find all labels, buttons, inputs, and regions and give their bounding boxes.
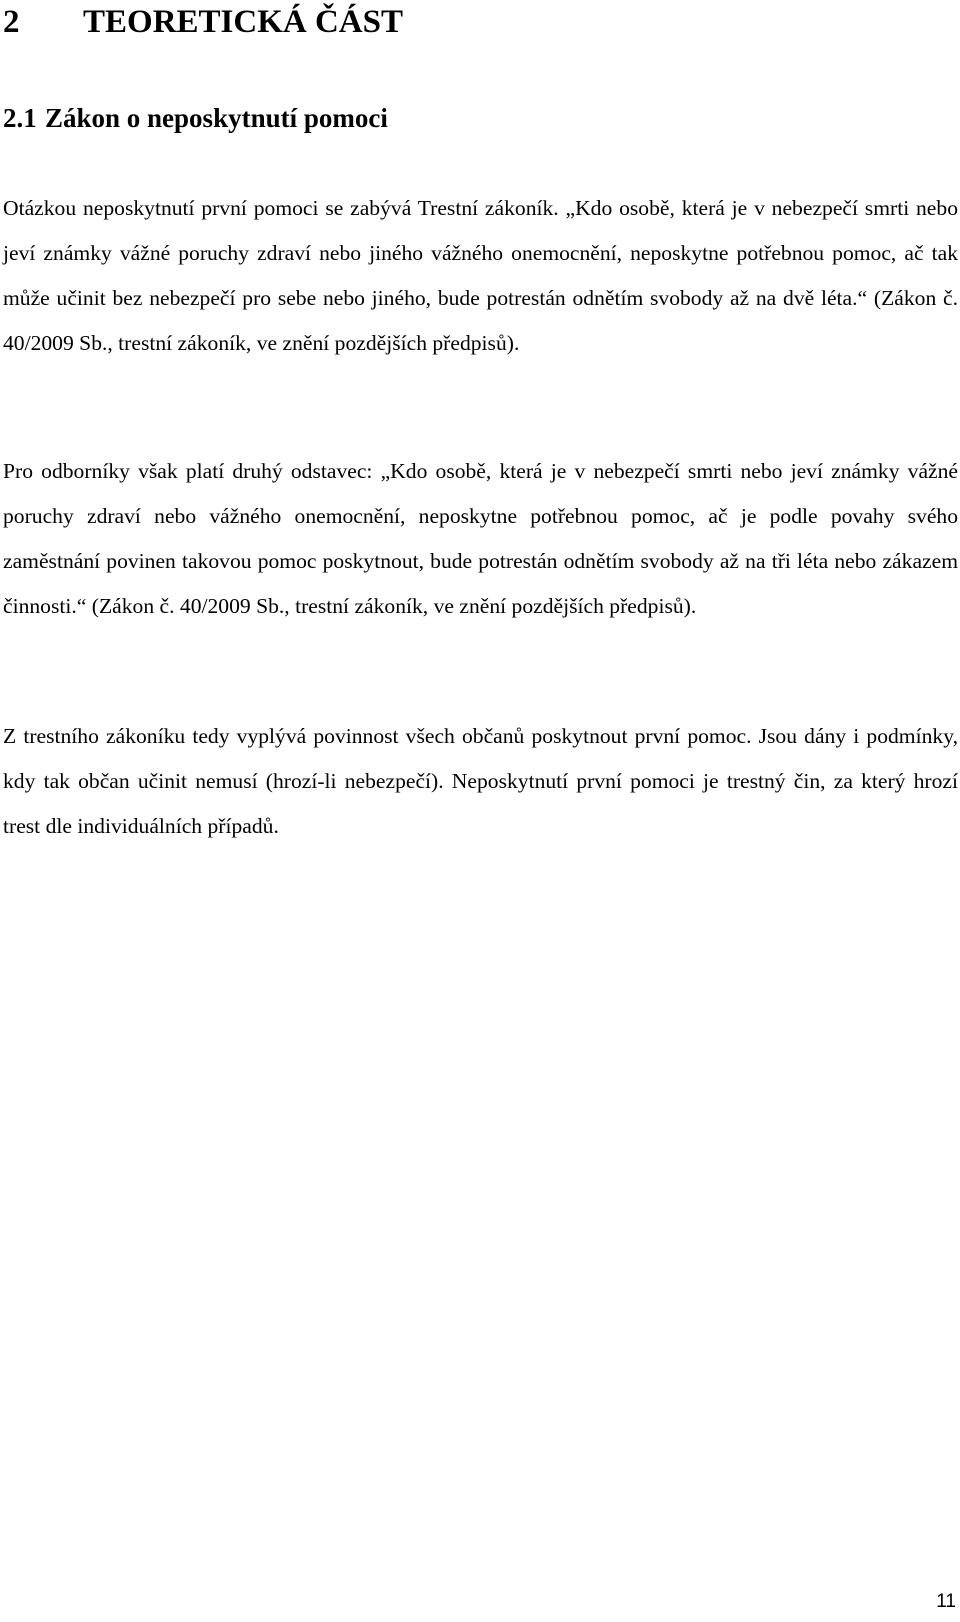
section-heading (3, 98, 388, 138)
paragraph-3: Z trestního zákoníku tedy vyplývá povinnost všech občanů poskytnout první pomoc. Jsou dány i podmínky, kdy tak občan učinit nemusí (hrozí-li nebezpečí). Neposkytnutí první pomoci je trestný čin, za který hrozí trest dle individuálních případů. (3, 724, 958, 838)
chapter-number: 2 (3, 4, 20, 40)
chapter-title: TEORETICKÁ ČÁST (83, 4, 403, 40)
chapter-heading (3, 0, 403, 44)
page-number: 11 (936, 1591, 956, 1612)
section-number: 2.1 (3, 103, 37, 133)
section-title: Zákon o neposkytnutí pomoci (45, 103, 388, 133)
paragraph-1: Otázkou neposkytnutí první pomoci se zabývá Trestní zákoník. „Kdo osobě, která je v nebezpečí smrti nebo jeví známky vážné poruchy zdraví nebo jiného vážného onemocnění, neposkytne potřebnou pomoc, ač tak může učinit bez nebezpečí pro sebe nebo jiného, bude potrestán odnětím svobody až na dvě léta.“ (Zákon č. 40/2009 Sb., trestní zákoník, ve znění pozdějších předpisů). (3, 196, 958, 355)
paragraph-2: Pro odborníky však platí druhý odstavec: „Kdo osobě, která je v nebezpečí smrti nebo jeví známky vážné poruchy zdraví nebo vážného onemocnění, neposkytne potřebnou pomoc, ač je podle povahy svého zaměstnání povinen takovou pomoc poskytnout, bude potrestán odnětím svobody až na tři léta nebo zákazem činnosti.“ (Zákon č. 40/2009 Sb., trestní zákoník, ve znění pozdějších předpisů). (3, 459, 958, 618)
